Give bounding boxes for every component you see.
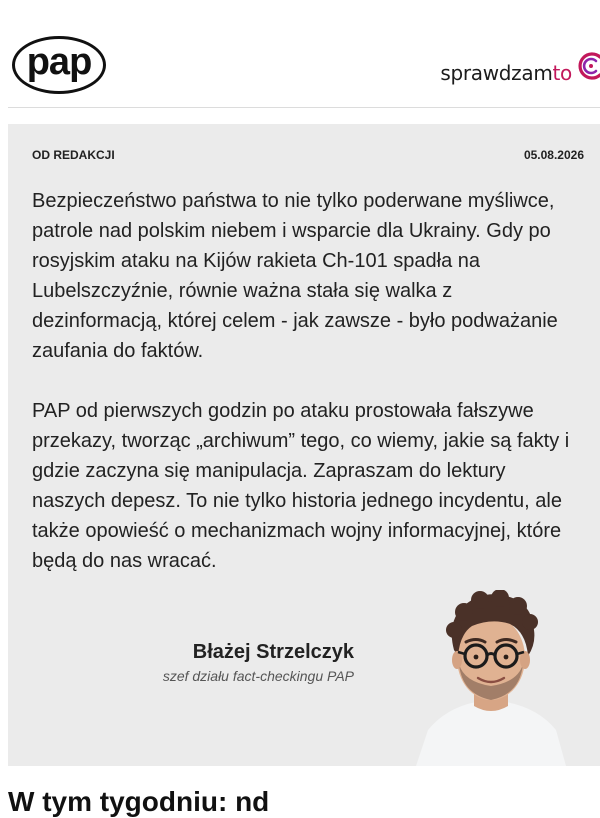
author-name: Błażej Strzelczyk — [192, 641, 354, 663]
pap-logo-text: pap — [26, 41, 92, 83]
sprawdzamto-mark-icon — [574, 49, 600, 83]
pap-logo[interactable] — [12, 36, 106, 94]
editorial-paragraph: PAP od pierwszych godzin po ataku prostowała fałszywe przekazy, tworząc „archiwum” tego, co wiemy, jakie są fakty i gdzie zaczyna się manipulacja. Zapraszam do lektury naszych depesz. To nie tylko historia jednego incydentu, ale także opowieść o mechanizmach wojny informacyjnej, które będą do nas wracać. — [32, 400, 570, 572]
author-portrait — [406, 590, 576, 766]
section-label: OD REDAKCJI — [32, 148, 115, 162]
editorial-paragraph: Bezpieczeństwo państwa to nie tylko poderwane myśliwce, patrole nad polskim niebem i wsparcie dla Ukrainy. Gdy po rosyjskim ataku na Kijów rakieta Ch-101 spadła na Lubelszczyźnie, równie ważna stała się walka z dezinformacją, której celem - jak zawsze - było podważanie zaufania do faktów. — [32, 190, 558, 362]
brand-text: sprawdzamto — [440, 61, 572, 85]
author-role: szef działu fact-checkingu PAP — [162, 668, 354, 684]
next-section-heading: W tym tygodniu: nd — [8, 786, 270, 817]
publish-date: 05.08.2026 — [523, 148, 584, 162]
header-divider — [8, 107, 600, 108]
author-block — [163, 640, 354, 686]
editorial-card — [8, 124, 600, 766]
header — [0, 0, 600, 108]
sprawdzamto-brand[interactable] — [440, 44, 600, 88]
